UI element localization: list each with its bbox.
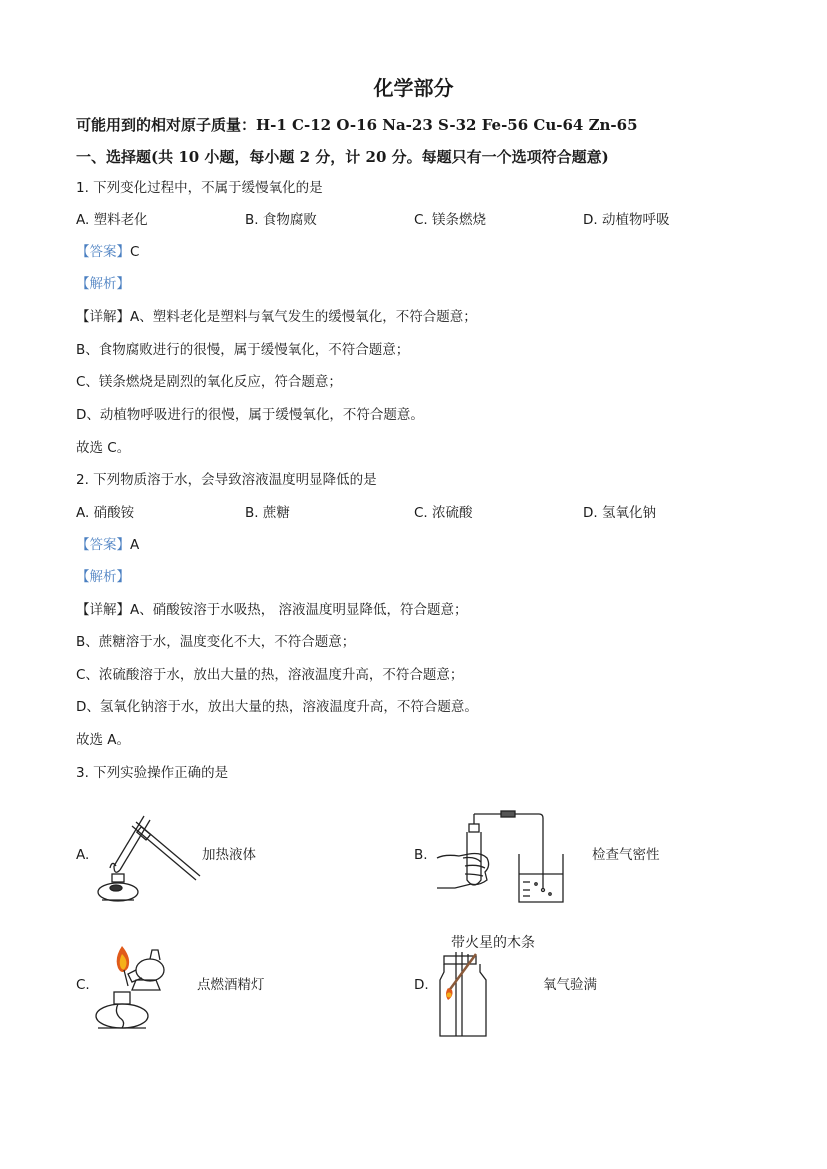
q1-option-b: B. 食物腐败 — [245, 212, 317, 228]
q2-option-a: A. 硝酸铵 — [76, 505, 135, 521]
q3-option-a-letter: A. — [76, 847, 90, 863]
q2-detail-line: 故选 A。 — [76, 732, 131, 748]
q1-analysis-tag: 【解析】 — [76, 276, 130, 292]
oxygen-test-figure — [436, 952, 496, 1040]
q3-option-d-letter: D. — [414, 977, 429, 993]
heating-liquid-figure — [92, 808, 202, 908]
section-heading: 一、选择题(共 10 小题，每小题 2 分，计 20 分。每题只有一个选项符合题意) — [76, 148, 609, 166]
q1-option-c: C. 镁条燃烧 — [414, 212, 487, 228]
q2-stem: 2. 下列物质溶于水，会导致溶液温度明显降低的是 — [76, 472, 377, 488]
q2-option-b: B. 蔗糖 — [245, 505, 290, 521]
lighting-lamp-figure — [84, 940, 184, 1035]
atomic-masses: 可能用到的相对原子质量：H-1 C-12 O-16 Na-23 S-32 Fe-56 Cu-64 Zn-65 — [76, 116, 638, 134]
q2-detail-line: D、氢氧化钠溶于水，放出大量的热，溶液温度升高，不符合题意。 — [76, 699, 478, 715]
airtightness-figure — [435, 810, 575, 908]
q1-detail-line: D、动植物呼吸进行的很慢，属于缓慢氧化，不符合题意。 — [76, 407, 424, 423]
q3-option-d-caption: 氧气验满 — [543, 977, 597, 993]
answer-tag: 【答案】 — [76, 537, 130, 553]
q1-detail-line: C、镁条燃烧是剧烈的氧化反应，符合题意； — [76, 374, 342, 390]
q1-option-d: D. 动植物呼吸 — [583, 212, 670, 228]
q1-detail-line: B、食物腐败进行的很慢，属于缓慢氧化，不符合题意； — [76, 342, 410, 358]
q3-option-c-caption: 点燃酒精灯 — [197, 977, 265, 993]
q3-option-b-letter: B. — [414, 847, 428, 863]
q1-detail-line: 【详解】A、塑料老化是塑料与氧气发生的缓慢氧化，不符合题意； — [76, 309, 477, 325]
q1-detail-line: 故选 C。 — [76, 440, 131, 456]
q2-detail-line: 【详解】A、硝酸铵溶于水吸热， 溶液温度明显降低，符合题意； — [76, 602, 468, 618]
page-title: 化学部分 — [373, 76, 454, 100]
figure-d-label: 带火星的木条 — [451, 934, 535, 950]
answer-value: A — [130, 537, 140, 553]
q1-option-a: A. 塑料老化 — [76, 212, 148, 228]
q2-analysis-tag: 【解析】 — [76, 569, 130, 585]
q3-option-b-caption: 检查气密性 — [592, 847, 660, 863]
q2-answer — [76, 535, 139, 555]
q3-option-a-caption: 加热液体 — [202, 847, 256, 863]
q3-stem: 3. 下列实验操作正确的是 — [76, 765, 229, 781]
q2-detail-line: B、蔗糖溶于水，温度变化不大，不符合题意； — [76, 634, 356, 650]
answer-value: C — [130, 244, 140, 260]
q2-detail-line: C、浓硫酸溶于水，放出大量的热，溶液温度升高，不符合题意； — [76, 667, 464, 683]
q2-option-d: D. 氢氧化钠 — [583, 505, 656, 521]
q1-answer — [76, 242, 139, 262]
answer-tag: 【答案】 — [76, 244, 130, 260]
q3-option-c-letter: C. — [76, 977, 90, 993]
q2-option-c: C. 浓硫酸 — [414, 505, 473, 521]
q1-stem: 1. 下列变化过程中，不属于缓慢氧化的是 — [76, 180, 323, 196]
